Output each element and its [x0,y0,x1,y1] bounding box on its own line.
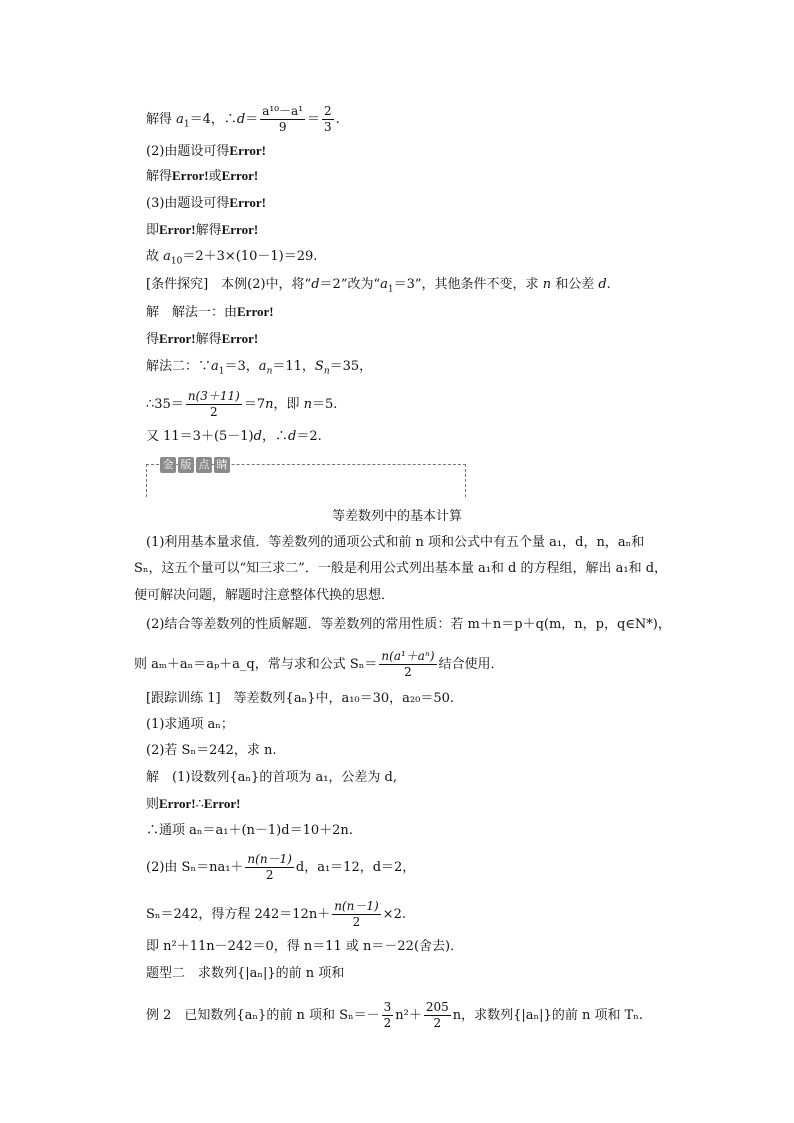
tag-char: 版 [178,457,194,473]
fraction: $\frac{n(n-1)}{2}$ [334,899,379,929]
line-part3-solve: 即Error!解得Error! [146,222,259,238]
fraction: $\frac{3}{2}$ [383,1000,392,1030]
training-sol4: (2)由 Sₙ＝na₁＋ $\frac{n(n-1)}{2}$ d，a₁＝12，d＝2， [146,852,416,882]
tips-header [160,457,230,473]
line-solve-a1: 解得 $a_1=4$，∴d＝ $\frac{\text{a¹⁰－a¹}}{9}$ ＝ $\frac{2}{3}$ . [146,104,340,134]
line-method2-calc: ∴35＝ $\frac{n(3+11)}{2}$ ＝7n，即 n＝5. [146,389,338,419]
line-method2: 解法二：$\because a_1=3$，$a_n=11$，$S_n=35$， [146,359,373,377]
training-sol6: 即 n²＋11n－242＝0，得 n＝11 或 n＝－22(舍去)． [146,939,464,954]
para1-line2: Sₙ，这五个量可以“知三求二”．一般是利用公式列出基本量 a₁和 d 的方程组，解出 a₁和 d， [134,561,668,576]
para2-line2: 则 aₘ＋aₙ＝aₚ＋a_q，常与求和公式 Sₙ＝ $\frac{\text{n(a¹＋aⁿ)}}{2}$ 结合使用． [134,649,504,679]
fraction: $\frac{205}{2}$ [425,1000,449,1030]
training-sol2: 则Error!∴Error! [146,796,241,812]
training-header: [跟踪训练 1] 等差数列{aₙ}中，a₁₀＝30，a₂₀＝50. [146,691,455,706]
para1-line1: (1)利用基本量求值．等差数列的通项公式和前 n 项和公式中有五个量 a₁，d，n，aₙ和 [146,535,645,550]
example-2: 例 2 已知数列{aₙ}的前 n 项和 Sₙ＝－ $\frac{3}{2}$ n²＋ $\frac{205}{2}$ n，求数列{|aₙ|}的前 n 项和 Tₙ. [146,1000,644,1030]
training-sol3: ∴通项 aₙ＝a₁＋(n－1)d＝10＋2n. [146,823,353,838]
question-type-2: 题型二 求数列{|aₙ|}的前 n 项和 [146,966,345,981]
line-part2-solve: 解得Error!或Error! [146,168,259,184]
fraction: $\frac{\text{n(a¹＋aⁿ)}}{2}$ [381,649,435,679]
fraction: $\frac{2}{3}$ [324,104,332,134]
fraction: $\frac{\text{a¹⁰－a¹}}{9}$ [262,104,304,134]
para1-line3: 便可解决问题，解题时注意整体代换的思想． [134,588,395,603]
section-title: 等差数列中的基本计算 [331,509,462,524]
line-part2: (2)由题设可得Error! [146,143,266,159]
tag-char: 点 [196,457,212,473]
tag-char: 睛 [214,457,230,473]
line-a10: 故 $a_{10}=2+3\times(10-1)=29$. [146,249,318,267]
line-method1: 解 解法一：由Error! [146,304,274,320]
training-sol5: Sₙ＝242，得方程 242＝12n＋ $\frac{n(n-1)}{2}$ ×2. [146,899,406,929]
training-sol1: 解 (1)设数列{aₙ}的首项为 a₁，公差为 d, [146,770,398,785]
line-part3: (3)由题设可得Error! [146,195,266,211]
tag-char: 金 [160,457,176,473]
fraction: $\frac{n(n-1)}{2}$ [247,852,292,882]
training-q2: (2)若 Sₙ＝242，求 n. [146,743,277,758]
para2-line1: (2)结合等差数列的性质解题．等差数列的常用性质：若 m＋n＝p＋q(m，n，p，q∈N*)， [146,617,671,632]
line-condition-inquiry: [条件探究] 本例(2)中，将“d＝2”改为“$a_1=3$”，其他条件不变，求 n 和公差 d. [146,277,611,295]
fraction: $\frac{n(3+11)}{2}$ [187,389,240,419]
line-method2-d: 又 11＝3＋(5－1)d，∴d＝2. [146,429,322,444]
line-method1-solve: 得Error!解得Error! [146,331,259,347]
training-q1: (1)求通项 aₙ； [146,717,234,732]
